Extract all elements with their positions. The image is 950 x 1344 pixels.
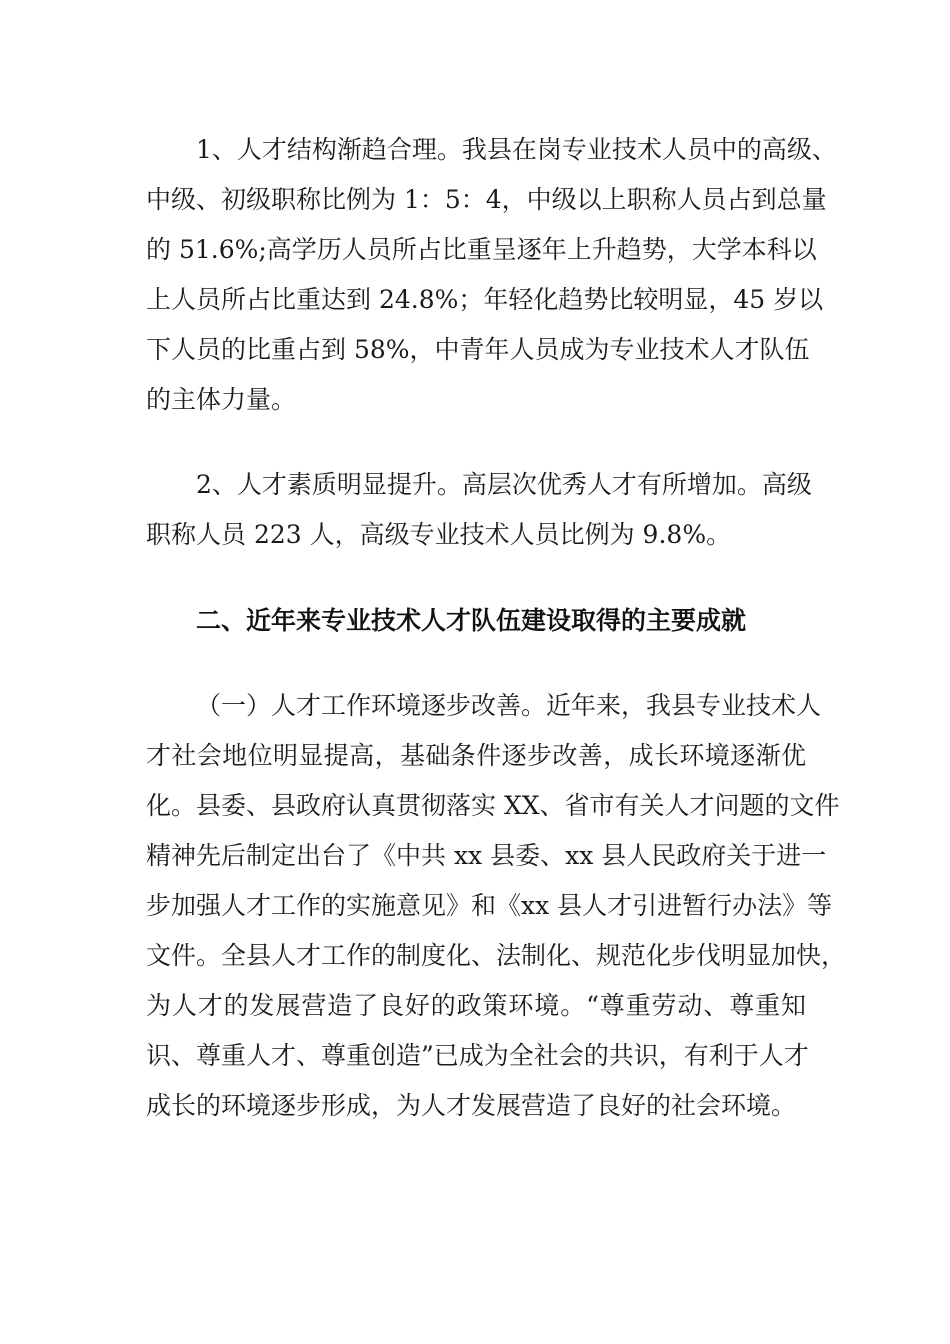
paragraph-2-line-2: 职称人员 223 人，高级专业技术人员比例为 9.8%。 (146, 520, 732, 549)
section-heading: 二、近年来专业技术人才队伍建设取得的主要成就 (196, 606, 747, 635)
paragraph-1-line-4: 上人员所占比重达到 24.8%；年轻化趋势比较明显，45 岁以 (146, 285, 824, 314)
paragraph-3-line-2: 才社会地位明显提高，基础条件逐步改善，成长环境逐渐优 (146, 741, 806, 770)
paragraph-3-line-5: 步加强人才工作的实施意见》和《xx 县人才引进暂行办法》等 (146, 891, 833, 920)
paragraph-3-line-9: 成长的环境逐步形成，为人才发展营造了良好的社会环境。 (146, 1091, 797, 1120)
paragraph-3-line-7: 为人才的发展营造了良好的政策环境。“尊重劳动、尊重知 (146, 991, 806, 1020)
paragraph-3-line-8: 识、尊重人才、尊重创造”已成为全社会的共识，有利于人才 (146, 1041, 809, 1070)
paragraph-2-line-1: 2、人才素质明显提升。高层次优秀人才有所增加。高级 (196, 470, 812, 499)
paragraph-3-line-1: （一）人才工作环境逐步改善。近年来，我县专业技术人 (196, 691, 822, 720)
paragraph-3-line-4: 精神先后制定出台了《中共 xx 县委、xx 县人民政府关于进一 (146, 841, 827, 870)
paragraph-1-line-6: 的主体力量。 (146, 385, 297, 414)
paragraph-1-line-2: 中级、初级职称比例为 1：5：4，中级以上职称人员占到总量 (146, 185, 827, 214)
paragraph-1-line-5: 下人员的比重占到 58%，中青年人员成为专业技术人才队伍 (146, 335, 810, 364)
paragraph-3-line-6: 文件。全县人才工作的制度化、法制化、规范化步伐明显加快， (146, 941, 847, 970)
paragraph-1-line-1: 1、人才结构渐趋合理。我县在岗专业技术人员中的高级、 (196, 135, 837, 164)
paragraph-1-line-3: 的 51.6%;高学历人员所占比重呈逐年上升趋势，大学本科以 (146, 235, 817, 264)
paragraph-3-line-3: 化。县委、县政府认真贯彻落实 XX、省市有关人才问题的文件 (146, 791, 840, 820)
